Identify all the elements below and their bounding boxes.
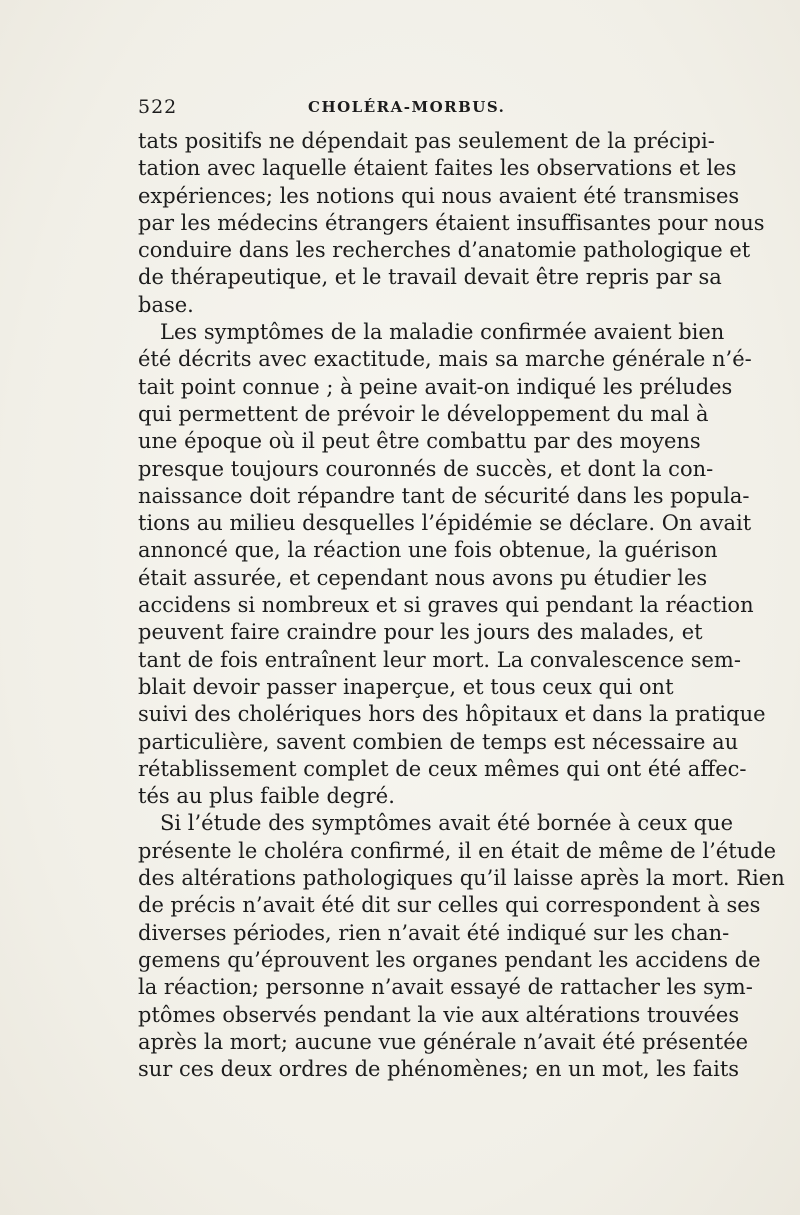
text-line: ptômes observés pendant la vie aux altérations trouvées (138, 1002, 740, 1027)
text-line: sur ces deux ordres de phénomènes; en un mot, les faits (138, 1057, 740, 1082)
text-line: tats positifs ne dépendait pas seulement de la précipi- (138, 129, 715, 153)
text-line: la réaction; personne n’avait essayé de rattacher les sym- (138, 975, 753, 1000)
text-line: peuvent faire craindre pour les jours des malades, et (138, 620, 703, 645)
text-line: par les médecins étrangers étaient insuffisantes pour nous (138, 210, 765, 235)
text-line: blait devoir passer inaperçue, et tous ceux qui ont (138, 674, 674, 699)
text-line: base. (138, 292, 194, 317)
text-line: était assurée, et cependant nous avons pu étudier les (138, 565, 708, 590)
running-title: CHOLÉRA-MORBUS. (308, 98, 506, 116)
text-line: été décrits avec exactitude, mais sa marche générale n’é- (138, 347, 752, 372)
text-line: tait point connue ; à peine avait-on indiqué les préludes (138, 374, 733, 399)
text-line: particulière, savent combien de temps est nécessaire au (138, 729, 739, 754)
text-line: de précis n’avait été dit sur celles qui correspondent à ses (138, 893, 761, 918)
text-line: suivi des cholériques hors des hôpitaux et dans la pratique (138, 702, 766, 727)
text-line: tation avec laquelle étaient faites les observations et les (138, 156, 737, 181)
page-header (138, 96, 666, 120)
text-line: qui permettent de prévoir le développement du mal à (138, 401, 709, 426)
text-line: naissance doit répandre tant de sécurité dans les popula- (138, 483, 750, 508)
text-line: expériences; les notions qui nous avaient été transmises (138, 183, 740, 208)
body-text (138, 128, 785, 1083)
text-line: présente le choléra confirmé, il en était de même de l’étude (138, 838, 777, 863)
text-line: rétablissement complet de ceux mêmes qui ont été affec- (138, 756, 747, 781)
text-line: Si l’étude des symptômes avait été bornée à ceux que (160, 811, 734, 836)
text-line: de thérapeutique, et le travail devait être repris par sa (138, 265, 722, 290)
text-line: gemens qu’éprouvent les organes pendant les accidens de (138, 947, 761, 972)
text-line: des altérations pathologiques qu’il laisse après la mort. Rien (138, 866, 785, 891)
text-line: tant de fois entraînent leur mort. La convalescence sem- (138, 647, 741, 672)
text-line: annoncé que, la réaction une fois obtenue, la guérison (138, 538, 718, 563)
text-line: accidens si nombreux et si graves qui pendant la réaction (138, 593, 754, 618)
text-line: tés au plus faible degré. (138, 784, 395, 809)
text-line: diverses périodes, rien n’avait été indiqué sur les chan- (138, 920, 730, 945)
text-line: conduire dans les recherches d’anatomie pathologique et (138, 238, 751, 263)
text-line: tions au milieu desquelles l’épidémie se déclare. On avait (138, 511, 752, 536)
text-line: presque toujours couronnés de succès, et dont la con- (138, 456, 714, 481)
text-line: une époque où il peut être combattu par des moyens (138, 429, 701, 454)
text-line: Les symptômes de la maladie confirmée avaient bien (160, 320, 725, 345)
text-line: après la mort; aucune vue générale n’avait été présentée (138, 1029, 749, 1054)
page-number: 522 (138, 96, 178, 118)
